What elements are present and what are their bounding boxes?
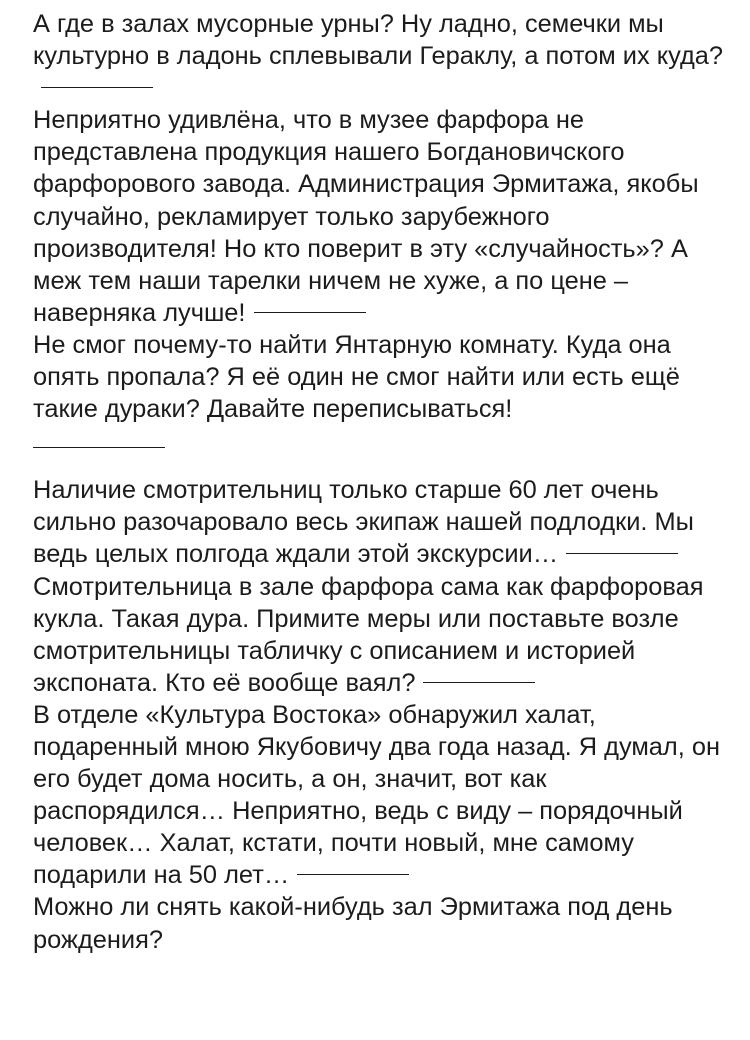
entry-porcelain-factory: Неприятно удивлёна, что в музее фарфора не представлена продукция нашего Богдановичского фарфорового завода. Администрация Эрмитажа, якобы случайно, рекламирует только зарубежного производителя! Но кто поверит в эту «случайность»? А меж тем наши тарелки ничем не хуже, а по цене – наверняка лучше! <box>33 106 699 327</box>
separator-line <box>297 874 409 875</box>
separator-line <box>566 553 678 554</box>
separator-line <box>33 447 165 448</box>
entry-robe: В отделе «Культура Востока» обнаружил халат, подаренный мною Якубовичу два года назад. Я думал, он его будет дома носить, а он, значит, вот как распорядился… Неприятно, ведь с виду – порядочный человек… Халат, кстати, почти новый, мне самому подарили на 50 лет… <box>33 700 720 890</box>
entry-trash-bins: А где в залах мусорные урны? Ну ладно, семечки мы культурно в ладонь сплевывали Гераклу, а потом их куда? <box>33 8 733 104</box>
entry-porcelain-doll: Смотрительница в зале фарфора сама как фарфоровая кукла. Такая дура. Примите меры или поставьте возле смотрительницы табличку с описанием и историей экспоната. Кто её вообще ваял? <box>33 572 704 697</box>
entry-attendants-age: Наличие смотрительниц только старше 60 лет очень сильно разочаровало весь экипаж нашей подлодки. Мы ведь целых полгода ждали этой экскурсии… <box>33 476 694 569</box>
separator-line <box>254 312 366 313</box>
separator-line <box>41 87 153 88</box>
entry-amber-room: Не смог почему-то найти Янтарную комнату. Куда она опять пропала? Я её один не смог найти или есть ещё такие дураки? Давайте переписываться! <box>33 330 680 424</box>
separator-line <box>423 682 535 683</box>
entry-birthday-hall: Можно ли снять какой-нибудь зал Эрмитажа под день рождения? <box>33 893 673 954</box>
guestbook-text <box>33 8 733 956</box>
